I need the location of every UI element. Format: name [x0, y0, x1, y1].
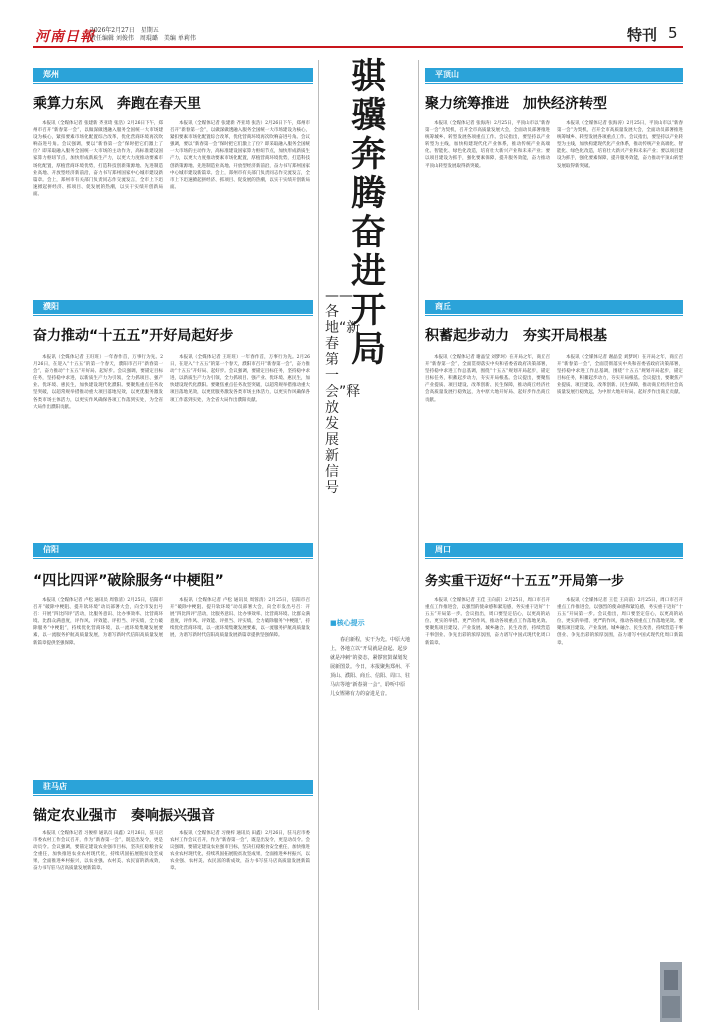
- article-pingdingshan-col1: 本报讯（全媒体记者 张海涛）2月25日，平顶山市以“新春第一会”为契机，召开全市高质量发展大会，全面动员部署推进统筹城乡、转型发展各项重点工作。会议指出，要坚持以产业转型为主线，加快构建现代化产业体系，推动传统产业高端化、智能化、绿色化改造，培育壮大新兴产业和未来产业；要以项目建设为抓手，强化要素保障，提升服务效能，奋力推动平顶山转型发展取得新突破。: [425, 121, 550, 169]
- headline-zhumadian: 锚定农业强市 奏响振兴强音: [33, 808, 215, 824]
- article-zhumadian-col2: 本报讯（全媒体记者 习俊梓 通讯员 田鑫）2月26日，驻马店市委农村工作会议召开，作为“新春第一会”，既是出发令，更是动员令。会议强调，要锚定建设农业强市目标，坚决扛稳粮食安全重任，加快推进农业农村现代化，持续巩固拓展脱贫攻坚成果，全面推进乡村振兴，以农业强、农村美、农民富的新成效，奋力书写驻马店高质量发展新篇章。: [170, 831, 310, 872]
- headline-puyang: 奋力推动“十五五”开好局起好步: [33, 328, 234, 344]
- region-tag-zhumadian: 驻马店: [33, 780, 313, 794]
- issue-date: 2026年2月27日 星期五: [90, 27, 159, 34]
- feature-title-block: [315, 58, 420, 618]
- article-xinyang-col2: 本报讯（全媒体记者 卢松 通讯员 周蓉清）2月25日，信阳市召开“破除中梗阻、提升软环境”动员部署大会，向全市发出号召：开展“四比四评”活动，比服务意识、比办事效率、比营商环境、比群众满意度，评作风、评效能、评担当、评实绩，全力破除服务“中梗阻”，持续优化营商环境，以一流环境集聚发展要素，以一流服务护航高质量发展，为谱写新时代信阳高质量发展新篇章提供坚强保障。: [170, 598, 310, 639]
- headline-pingdingshan: 聚力统筹推进 加快经济转型: [425, 96, 607, 112]
- region-tag-zhengzhou: 郑州: [33, 68, 313, 82]
- feature-main-title: 骐骥奔腾 奋进开局: [351, 57, 422, 370]
- masthead-meta: [90, 27, 196, 43]
- core-tip-label: ■核心提示: [330, 619, 365, 627]
- article-zhumadian-col1: 本报讯（全媒体记者 习俊梓 通讯员 田鑫）2月26日，驻马店市委农村工作会议召开，作为“新春第一会”，既是出发令，更是动员令。会议强调，要锚定建设农业强市目标，坚决扛稳粮食安全重任，加快推进农业农村现代化，持续巩固拓展脱贫攻坚成果，全面推进乡村振兴，以农业强、农村美、农民富的新成效，奋力书写驻马店高质量发展新篇章。: [33, 831, 163, 872]
- article-xinyang-col1: 本报讯（全媒体记者 卢松 通讯员 周蓉清）2月25日，信阳市召开“破除中梗阻、提升软环境”动员部署大会，向全市发出号召：开展“四比四评”活动，比服务意识、比办事效率、比营商环境、比群众满意度，评作风、评效能、评担当、评实绩，全力破除服务“中梗阻”，持续优化营商环境，以一流环境集聚发展要素，以一流服务护航高质量发展，为谱写新时代信阳高质量发展新篇章提供坚强保障。: [33, 598, 163, 646]
- core-tip-box: [330, 618, 410, 748]
- decorative-photo: [660, 962, 682, 1022]
- editor-line: 责任编辑 刘俊伟 周琨璐 美编 单莉伟: [90, 35, 196, 42]
- article-puyang-col1: 本报讯（全媒体记者 王旺旺）一年春作首，万事行为先。2月26日，在迎入“十五五”的第一个春天，濮阳市召开“新春第一会”，奋力推动“十五五”开好局、起好步。会议强调，要锚定目标任务，坚持稳中求进，以新质生产力为引领，全力抓项目、强产业、优环境、惠民生，加快建设现代化濮阳。要聚焦重点任务攻坚突破，以超常规举措推动重大项目落地见效，以更优服务激发各类市场主体活力，以更实作风确保各项工作落到实处，为全省大局作出濮阳贡献。: [33, 355, 163, 410]
- page-title: 特刊: [627, 26, 658, 44]
- region-tag-puyang: 濮阳: [33, 300, 313, 314]
- headline-shangqiu: 积蓄起步动力 夯实开局根基: [425, 328, 607, 344]
- article-pingdingshan-col2: 本报讯（全媒体记者 张海涛）2月25日，平顶山市以“新春第一会”为契机，召开全市高质量发展大会，全面动员部署推进统筹城乡、转型发展各项重点工作。会议指出，要坚持以产业转型为主线，加快构建现代化产业体系，推动传统产业高端化、智能化、绿色化改造，培育壮大新兴产业和未来产业；要以项目建设为抓手，强化要素保障，提升服务效能，奋力推动平顶山转型发展取得新突破。: [557, 121, 683, 169]
- core-tip-text: 春启新程，实干为先。中原大地上，各地立以“开局就是奋起、起步就是冲刺”的姿态，紧锣密鼓谋划发展新图景。今日，本报聚焦郑州、平顶山、濮阳、商丘、信阳、周口、驻马店等地“新春第一会”，聆听中原儿女铿锵有力的奋进足音。: [330, 637, 411, 697]
- masthead: [0, 0, 708, 50]
- headline-zhengzhou: 乘算力东风 奔跑在春天里: [33, 96, 201, 112]
- article-zhengzhou-col2: 本报讯（全媒体记者 张建新 齐亚琦 张浩）2月26日下午，郑州市召开“新春第一会”，以做深做透融入服务全国统一大市场建设为核心，紧扣要素市场化配置综合改革，优化营商环境再次吹响奋进号角。会议强调，要以“新春第一会”保时把它们激上了位？即采取融入服务全国统一大市场的主动作为，高标准建设国家算力枢纽节点，加快形成新质生产力，以更大力度推动要素市场化配置，厚植营商环境优势，打造科技创新策源地、先进制造业高地、开放型经济新前沿，奋力书写郑州国家中心城市建设新篇章。会上，郑州市有关部门负责同志作交流发言，全市上下迅速掀起拼经济、抓项目、促发展的热潮，以实干实绩开创新局面。: [170, 121, 310, 190]
- article-shangqiu-col1: 本报讯（全媒体记者 谢晶莹 刘梦珂）在开局之年，商丘召开“新春第一会”，全面贯彻落实中央和省委省政府决策部署，坚持稳中求进工作总基调，围绕“十五五”规划开局起步，锚定目标任务，积蓄起步动力，夯实开局根基。会议提出，要聚焦产业提质、项目建设、改革创新、民生保障，推动商丘经济社会高质量发展行稳致远，为中原大地开好局、起好步作出商丘贡献。: [425, 355, 550, 403]
- article-puyang-col2: 本报讯（全媒体记者 王旺旺）一年春作首，万事行为先。2月26日，在迎入“十五五”的第一个春天，濮阳市召开“新春第一会”，奋力推动“十五五”开好局、起好步。会议强调，要锚定目标任务，坚持稳中求进，以新质生产力为引领，全力抓项目、强产业、优环境、惠民生，加快建设现代化濮阳。要聚焦重点任务攻坚突破，以超常规举措推动重大项目落地见效，以更优服务激发各类市场主体活力，以更实作风确保各项工作落到实处，为全省大局作出濮阳贡献。: [170, 355, 310, 403]
- article-zhoukou-col2: 本报讯（全媒体记者 王佳 王向前）2月25日，周口市召开重点工作推进会，以强烈的使命感和紧迫感，务实重干迈好“十五五”开局第一步。会议指出，周口要坚定信心，以更高的站位、更实的举措、更严的作风，推动各项重点工作落地见效。要聚焦项目建设、产业发展、城乡融合、民生改善，持续营造干事创业、争先出彩的浓厚氛围，奋力谱写中国式现代化周口新篇章。: [557, 598, 683, 646]
- headline-xinyang: “四比四评”破除服务“中梗阻”: [33, 573, 224, 589]
- masthead-rule: [33, 46, 683, 48]
- region-tag-zhoukou: 周口: [425, 543, 683, 557]
- headline-zhoukou: 务实重干迈好“十五五”开局第一步: [425, 574, 625, 589]
- page-number: 5: [668, 24, 678, 42]
- article-shangqiu-col2: 本报讯（全媒体记者 谢晶莹 刘梦珂）在开局之年，商丘召开“新春第一会”，全面贯彻落实中央和省委省政府决策部署，坚持稳中求进工作总基调，围绕“十五五”规划开局起步，锚定目标任务，积蓄起步动力，夯实开局根基。会议提出，要聚焦产业提质、项目建设、改革创新、民生保障，推动商丘经济社会高质量发展行稳致远，为中原大地开好局、起好步作出商丘贡献。: [557, 355, 683, 396]
- article-zhengzhou-col1: 本报讯（全媒体记者 张建新 齐亚琦 张浩）2月26日下午，郑州市召开“新春第一会”，以做深做透融入服务全国统一大市场建设为核心，紧扣要素市场化配置综合改革，优化营商环境再次吹响奋进号角。会议强调，要以“新春第一会”保时把它们激上了位？即采取融入服务全国统一大市场的主动作为，高标准建设国家算力枢纽节点，加快形成新质生产力，以更大力度推动要素市场化配置，厚植营商环境优势，打造科技创新策源地、先进制造业高地、开放型经济新前沿，奋力书写郑州国家中心城市建设新篇章。会上，郑州市有关部门负责同志作交流发言，全市上下迅速掀起拼经济、抓项目、促发展的热潮，以实干实绩开创新局面。: [33, 121, 163, 197]
- region-tag-xinyang: 信阳: [33, 543, 313, 557]
- feature-subtitle: ——各地“新春第一会”释放发展新信号: [325, 288, 361, 496]
- article-zhoukou-col1: 本报讯（全媒体记者 王佳 王向前）2月25日，周口市召开重点工作推进会，以强烈的使命感和紧迫感，务实重干迈好“十五五”开局第一步。会议指出，周口要坚定信心，以更高的站位、更实的举措、更严的作风，推动各项重点工作落地见效。要聚焦项目建设、产业发展、城乡融合、民生改善，持续营造干事创业、争先出彩的浓厚氛围，奋力谱写中国式现代化周口新篇章。: [425, 598, 550, 646]
- region-tag-pingdingshan: 平顶山: [425, 68, 683, 82]
- newspaper-logo: 河南日報: [35, 29, 95, 45]
- region-tag-shangqiu: 商丘: [425, 300, 683, 314]
